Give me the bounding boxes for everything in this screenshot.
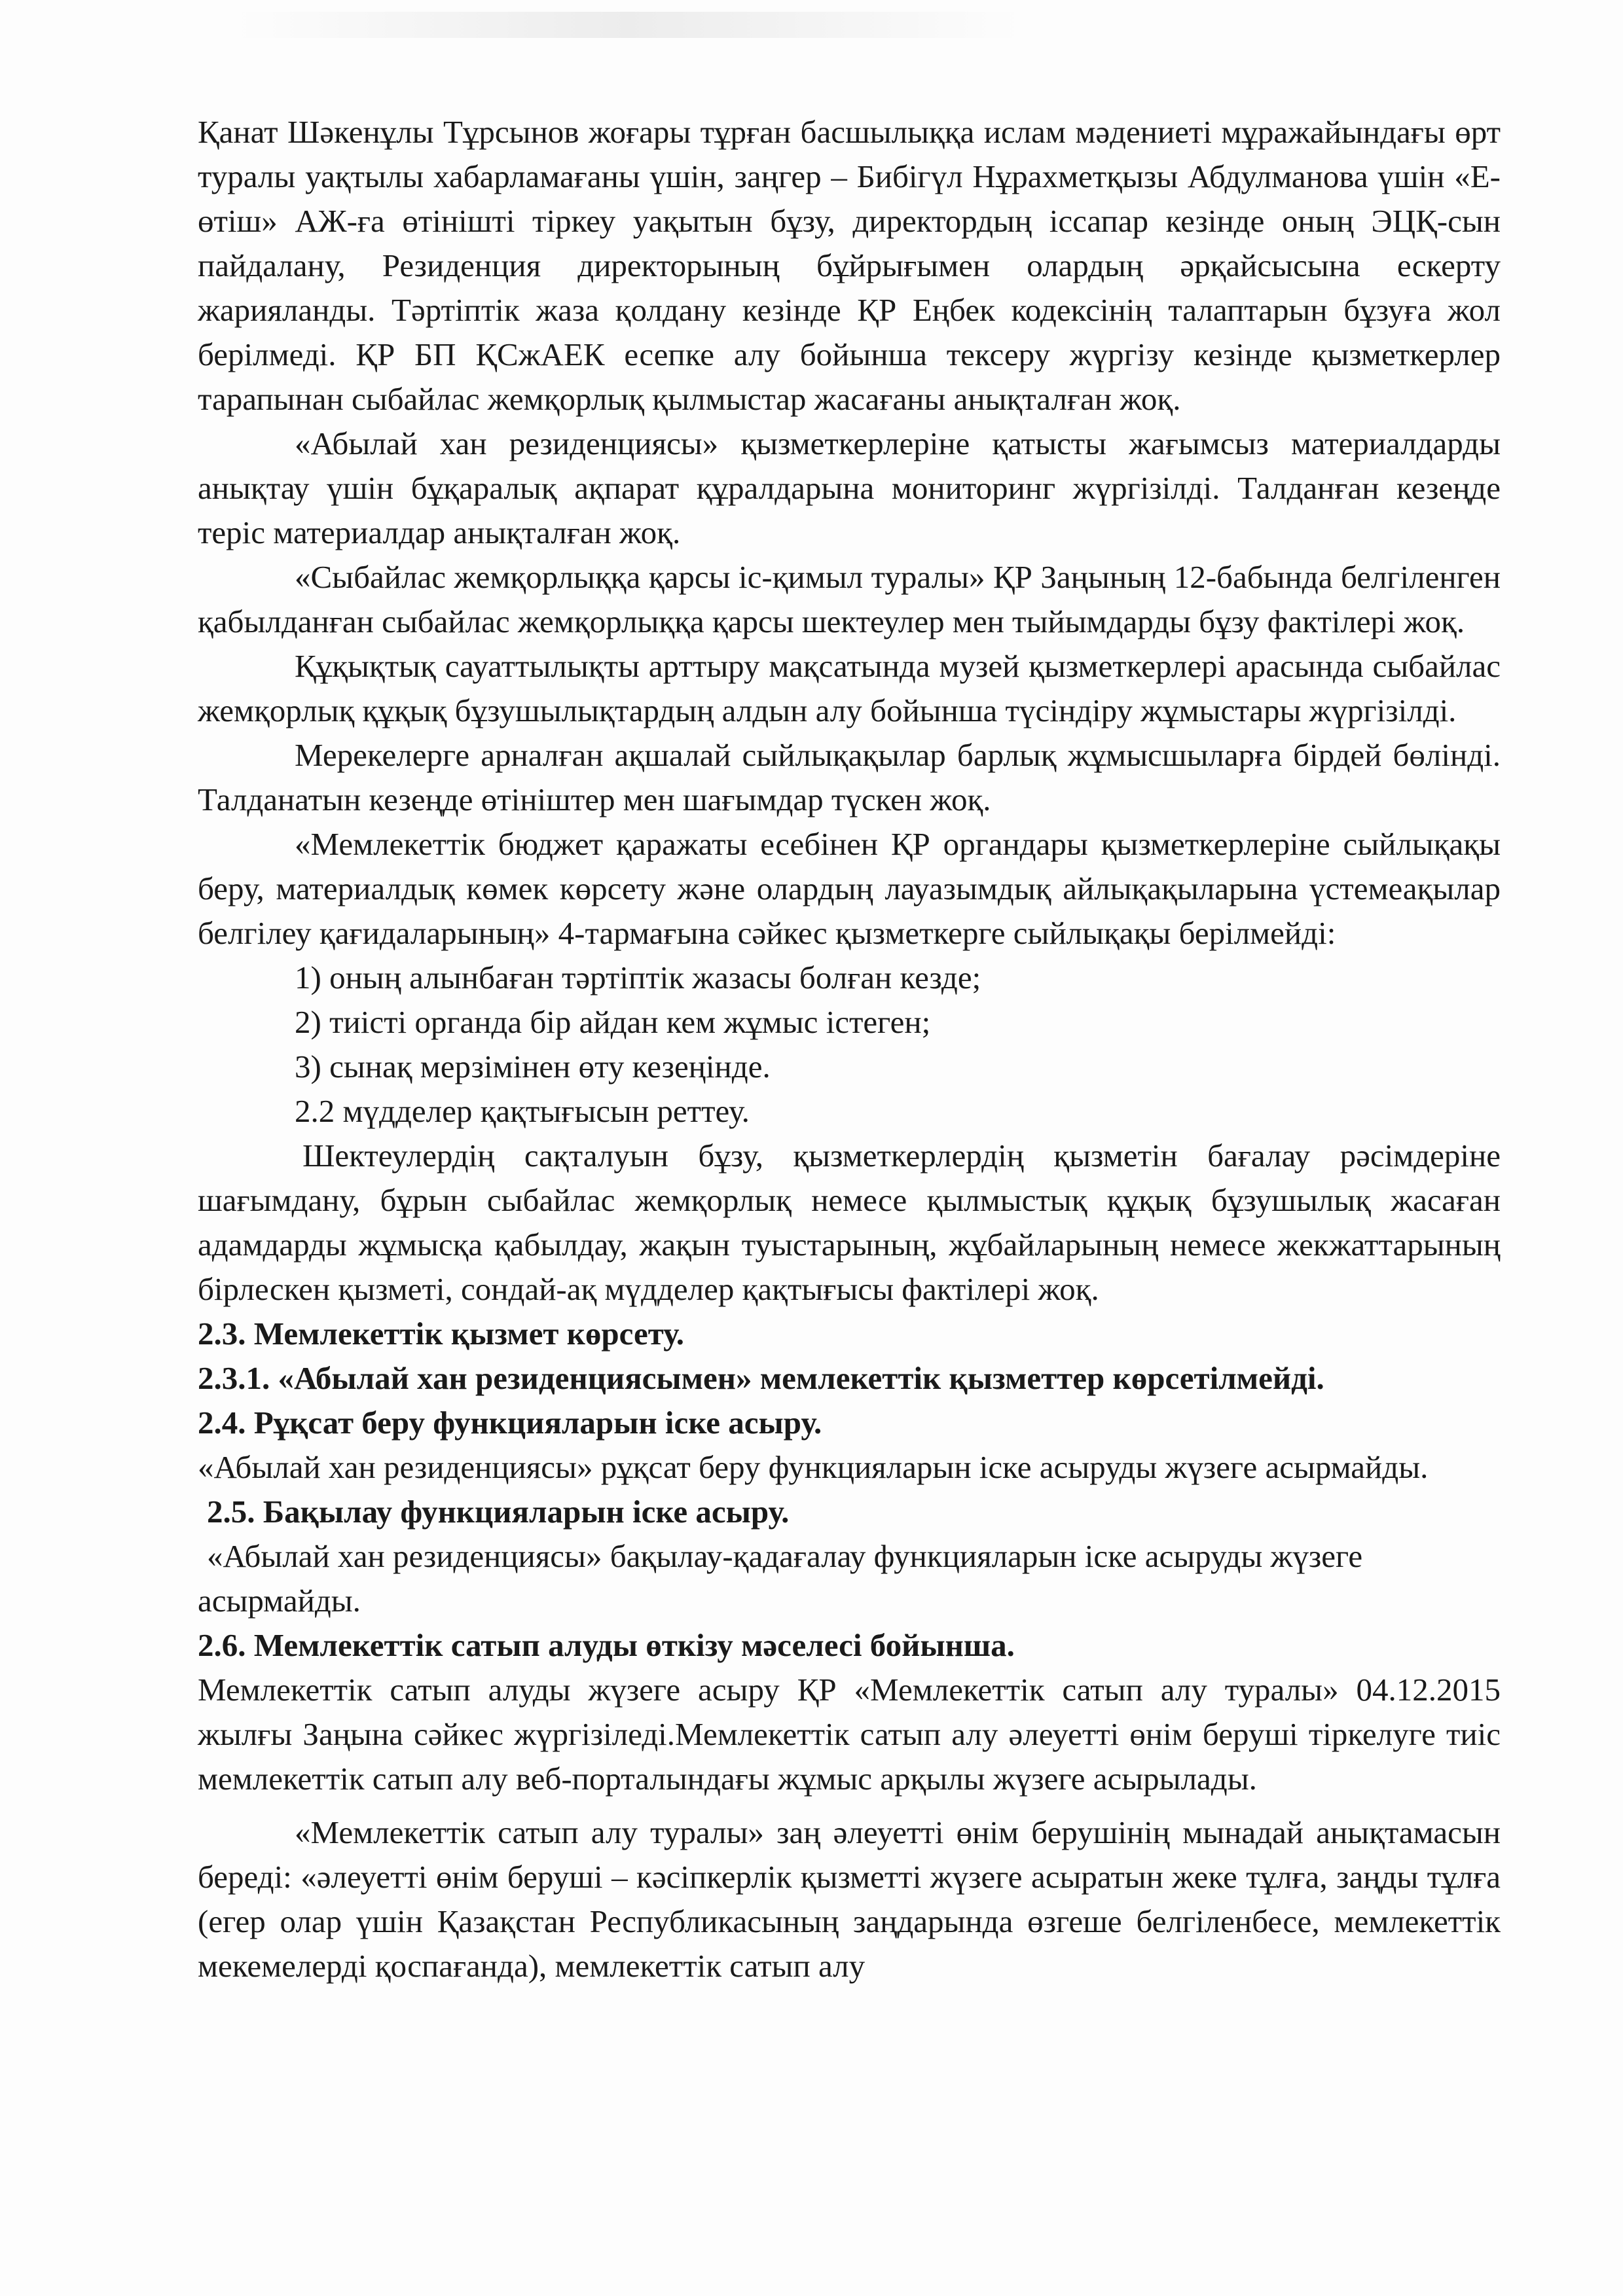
section-2-6-heading: 2.6. Мемлекеттік сатып алуды өткізу мәселесі бойынша. bbox=[198, 1627, 1015, 1663]
list-item-2: 2) тиісті органда бір айдан кем жұмыс істеген; bbox=[295, 1004, 931, 1040]
section-2-5-heading: 2.5. Бақылау функцияларын іске асыру. bbox=[207, 1494, 790, 1530]
paragraph-restrictions: «Сыбайлас жемқорлыққа қарсы іс-қимыл туралы» ҚР Заңының 12-бабында белгіленген қабылданған сыбайлас жемқорлыққа қарсы шектеулер мен тыйымдарды бұзу фактілері жоқ. bbox=[198, 559, 1501, 639]
list-item-1: 1) оның алынбаған тәртіптік жазасы болған кезде; bbox=[295, 960, 981, 996]
paragraph-procurement-law: Мемлекеттік сатып алуды жүзеге асыру ҚР «Мемлекеттік сатып алу туралы» 04.12.2015 жылғы Заңына сәйкес жүргізіледі.Мемлекеттік сатып алу әлеуетті өнім беруші тіркелуге тиіс мемлекеттік сатып алу веб-порталындағы жұмыс арқылы жүзеге асырылады. bbox=[198, 1672, 1501, 1797]
section-2-2-heading: 2.2 мүдделер қақтығысын реттеу. bbox=[295, 1093, 750, 1129]
paragraph-bonus-rules: «Мемлекеттік бюджет қаражаты есебінен ҚР органдары қызметкерлеріне сыйлықақы беру, материалдық көмек көрсету және олардың лауазымдық айлықақыларына үстемеақылар белгілеу қағидаларының» 4-тармағына сәйкес қызметкерге сыйлықақы берілмейді: bbox=[198, 826, 1501, 951]
list-item-3: 3) сынақ мерзімінен өту кезеңінде. bbox=[295, 1049, 771, 1085]
paragraph-disciplinary: Қанат Шәкенұлы Тұрсынов жоғары тұрған басшылыққа ислам мәдениеті мұражайындағы өрт туралы уақтылы хабарламағаны үшін, заңгер – Бибігүл Нұрахметқызы Абдулманова үшін «Е-өтіш» АЖ-ға өтінішті тіркеу уақытын бұзу, директордың іссапар кезінде оның ЭЦҚ-сын пайдалану, Резиденция директорының бұйрығымен олардың әрқайсысына ескерту жарияланды. Тәртіптік жаза қолдану кезінде ҚР Еңбек кодексінің талаптарын бұзуға жол берілмеді. ҚР БП ҚСжАЕК есепке алу бойынша тексеру жүргізу кезінде қызметкерлер тарапынан сыбайлас жемқорлық қылмыстар жасағаны анықталған жоқ. bbox=[198, 114, 1501, 417]
paragraph-media-monitoring: «Абылай хан резиденциясы» қызметкерлеріне қатысты жағымсыз материалдарды анықтау үшін бұқаралық ақпарат құралдарына мониторинг жүргізілді. Талданған кезеңде теріс материалдар анықталған жоқ. bbox=[198, 425, 1501, 550]
paragraph-bonuses: Мерекелерге арналған ақшалай сыйлықақылар барлық жұмысшыларға бірдей бөлінді. Талданатын кезеңде өтініштер мен шағымдар түскен жоқ. bbox=[198, 737, 1501, 817]
document-page bbox=[198, 110, 1501, 1988]
scan-artifact bbox=[236, 12, 1021, 38]
paragraph-permits: «Абылай хан резиденциясы» рұқсат беру функцияларын іске асыруды жүзеге асырмайды. bbox=[198, 1449, 1429, 1485]
section-2-3-1-heading: 2.3.1. «Абылай хан резиденциясымен» мемлекеттік қызметтер көрсетілмейді. bbox=[198, 1360, 1324, 1396]
section-2-3-heading: 2.3. Мемлекеттік қызмет көрсету. bbox=[198, 1316, 684, 1352]
paragraph-supplier-definition: «Мемлекеттік сатып алу туралы» заң әлеуетті өнім берушінің мынадай анықтамасын береді: «әлеуетті өнім беруші – кәсіпкерлік қызметті жүзеге асыратын жеке тұлға, заңды тұлға (егер олар үшін Қазақстан Республикасының заңдарында өзгеше белгіленбесе, мемлекеттік мекемелерді қоспағанда), мемлекеттік сатып алу bbox=[198, 1814, 1501, 1984]
paragraph-control: «Абылай хан резиденциясы» бақылау-қадағалау функцияларын іске асыруды жүзеге асырмайды. bbox=[198, 1538, 1363, 1619]
section-2-4-heading: 2.4. Рұқсат беру функцияларын іске асыру. bbox=[198, 1405, 822, 1441]
paragraph-legal-literacy: Құқықтық сауаттылықты арттыру мақсатында музей қызметкерлері арасында сыбайлас жемқорлық құқық бұзушылықтардың алдын алу бойынша түсіндіру жұмыстары жүргізілді. bbox=[198, 648, 1501, 728]
paragraph-conflict-of-interest: Шектеулердің сақталуын бұзу, қызметкерлердің қызметін бағалау рәсімдеріне шағымдану, бұрын сыбайлас жемқорлық немесе қылмыстық құқық бұзушылық жасаған адамдарды жұмысқа қабылдау, жақын туыстарының, жұбайларының немесе жекжаттарының бірлескен қызметі, сондай-ақ мүдделер қақтығысы фактілері жоқ. bbox=[198, 1138, 1501, 1307]
